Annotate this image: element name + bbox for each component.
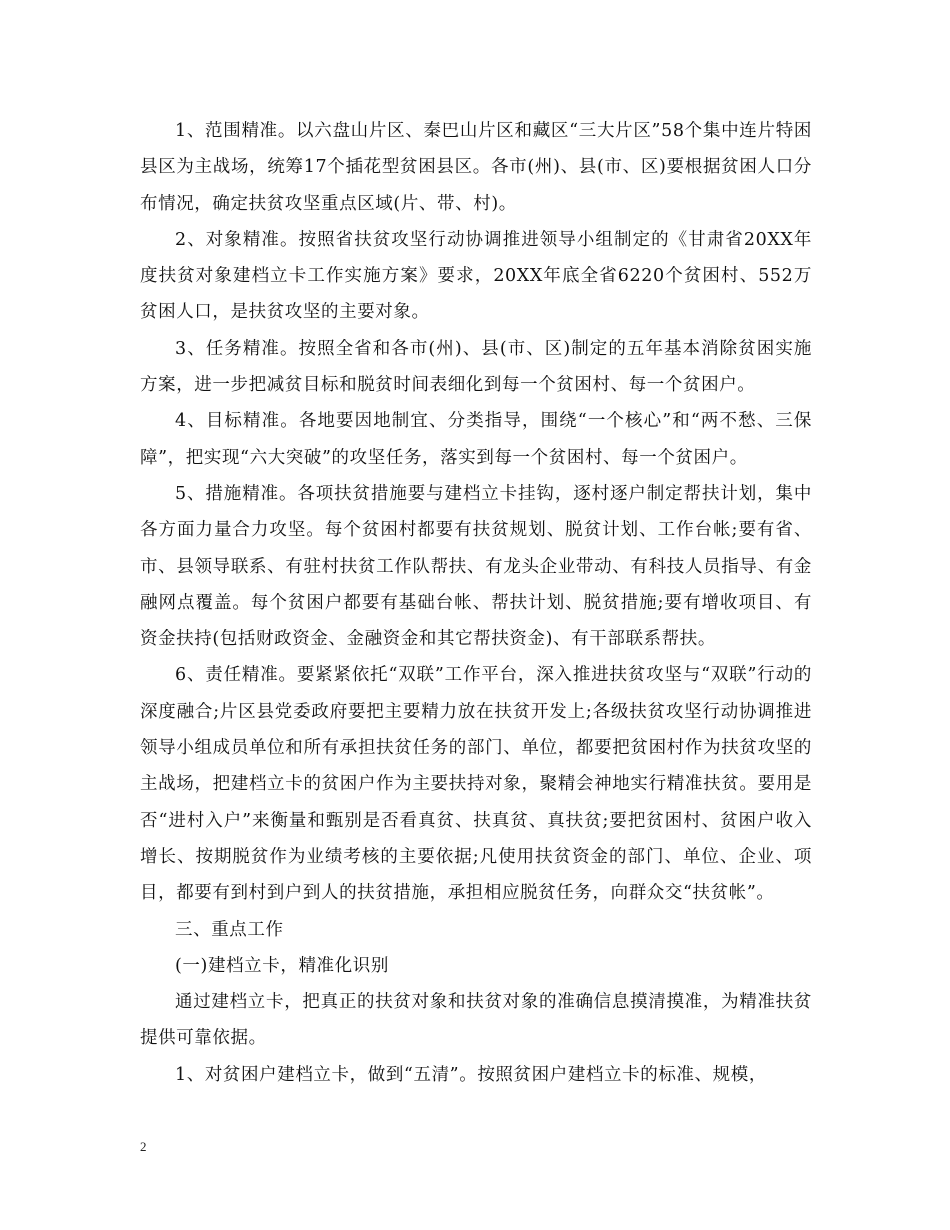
paragraph-poor-household-file: 1、对贫困户建档立卡，做到“五清”。按照贫困户建档立卡的标准、规模， [175, 1064, 767, 1085]
paragraph-task-precision: 3、任务精准。按照全省和各市(州)、县(市、区)制定的五年基本消除贫困实施方案，进一步把减贫目标和脱贫时间表细化到每一个贫困村、每一个贫困户。 [140, 338, 812, 396]
page-number: 2 [140, 1139, 147, 1154]
section-heading-key-work: 三、重点工作 [175, 919, 284, 940]
paragraph-goal-precision: 4、目标精准。各地要因地制宜、分类指导，围绕“一个核心”和“两不愁、三保障”，把实现“六大突破”的攻坚任务，落实到每一个贫困村、每一个贫困户。 [140, 411, 812, 468]
document-body [140, 113, 812, 1093]
paragraph-scope-precision: 1、范围精准。以六盘山片区、秦巴山片区和藏区“三大片区”58个集中连片特困县区为主战场，统筹17个插花型贫困县区。各市(州)、县(市、区)要根据贫困人口分布情况，确定扶贫攻坚重点区域(片、带、村)。 [140, 121, 812, 214]
paragraph-target-precision: 2、对象精准。按照省扶贫攻坚行动协调推进领导小组制定的《甘肃省20XX年度扶贫对象建档立卡工作实施方案》要求，20XX年底全省6220个贫困村、552万贫困人口，是扶贫攻坚的主要对象。 [140, 229, 812, 323]
paragraph-responsibility-precision: 6、责任精准。要紧紧依托“双联”工作平台，深入推进扶贫攻坚与“双联”行动的深度融合;片区县党委政府要把主要精力放在扶贫开发上;各级扶贫攻坚行动协调推进领导小组成员单位和所有承担扶贫任务的部门、单位，都要把贫困村作为扶贫攻坚的主战场，把建档立卡的贫困户作为主要扶持对象，聚精会神地实行精准扶贫。要用是否“进村入户”来衡量和甄别是否看真贫、扶真贫、真扶贫;要把贫困村、贫困户收入增长、按期脱贫作为业绩考核的主要依据;凡使用扶贫资金的部门、单位、企业、项目，都要有到村到户到人的扶贫措施，承担相应脱贫任务，向群众交“扶贫帐”。 [140, 665, 812, 904]
paragraph-file-card-purpose: 通过建档立卡，把真正的扶贫对象和扶贫对象的准确信息摸清摸准，为精准扶贫提供可靠依据。 [140, 992, 812, 1049]
subsection-heading-file-card: (一)建档立卡，精准化识别 [175, 955, 389, 976]
paragraph-measure-precision: 5、措施精准。各项扶贫措施要与建档立卡挂钩，逐村逐户制定帮扶计划，集中各方面力量合力攻坚。每个贫困村都要有扶贫规划、脱贫计划、工作台帐;要有省、市、县领导联系、有驻村扶贫工作队帮扶、有龙头企业带动、有科技人员指导、有金融网点覆盖。每个贫困户都要有基础台帐、帮扶计划、脱贫措施;要有增收项目、有资金扶持(包括财政资金、金融资金和其它帮扶资金)、有干部联系帮扶。 [140, 483, 812, 650]
